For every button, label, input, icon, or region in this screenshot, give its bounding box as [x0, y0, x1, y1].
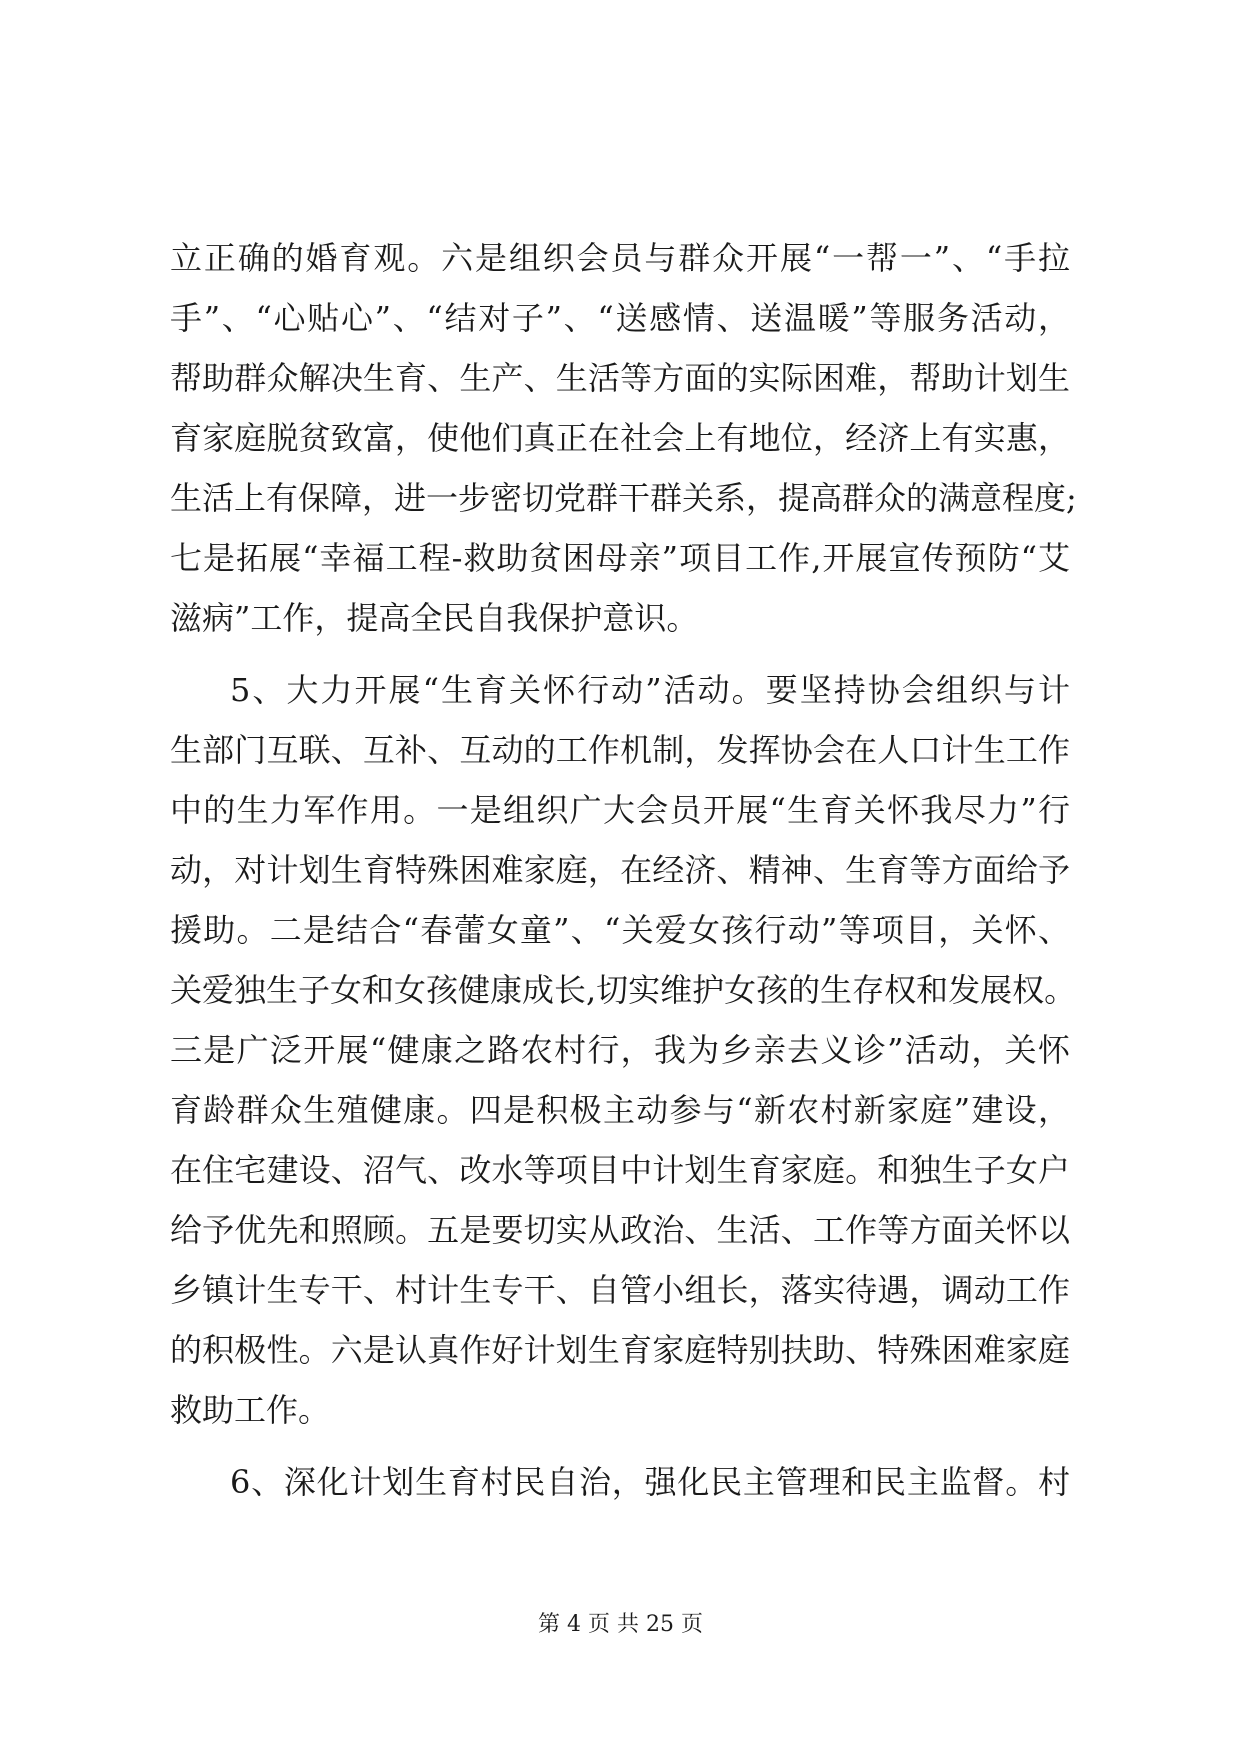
text-line: 帮助群众解决生育、生产、生活等方面的实际困难，帮助计划生 — [170, 359, 1070, 397]
text-line: 立正确的婚育观。六是组织会员与群众开展“一帮一”、“手拉 — [170, 239, 1070, 277]
text-line: 关爱独生子女和女孩健康成长,切实维护女孩的生存权和发展权。 — [170, 971, 1077, 1009]
text-line: 中的生力军作用。一是组织广大会员开展“生育关怀我尽力”行 — [170, 791, 1070, 829]
page-number: 第 4 页 共 25 页 — [538, 1612, 703, 1637]
text-line: 6、深化计划生育村民自治，强化民主管理和民主监督。村 — [230, 1463, 1070, 1501]
text-line: 育龄群众生殖健康。四是积极主动参与“新农村新家庭”建设， — [170, 1091, 1070, 1129]
text-line: 给予优先和照顾。五是要切实从政治、生活、工作等方面关怀以 — [170, 1211, 1070, 1249]
text-line: 育家庭脱贫致富，使他们真正在社会上有地位，经济上有实惠， — [170, 419, 1070, 457]
text-line: 生活上有保障，进一步密切党群干群关系，提高群众的满意程度; — [170, 479, 1077, 517]
text-line: 的积极性。六是认真作好计划生育家庭特别扶助、特殊困难家庭 — [170, 1331, 1070, 1369]
document-body — [170, 228, 1077, 1512]
paragraph — [170, 1452, 1070, 1512]
text-line: 在住宅建设、沼气、改水等项目中计划生育家庭。和独生子女户 — [170, 1151, 1070, 1189]
text-line: 援助。二是结合“春蕾女童”、“关爱女孩行动”等项目，关怀、 — [170, 911, 1070, 949]
paragraph — [170, 228, 1077, 648]
text-line: 5、大力开展“生育关怀行动”活动。要坚持协会组织与计 — [230, 671, 1070, 709]
paragraph — [170, 660, 1077, 1440]
text-line: 滋病”工作，提高全民自我保护意识。 — [170, 599, 699, 637]
text-line: 三是广泛开展“健康之路农村行，我为乡亲去义诊”活动，关怀 — [170, 1031, 1070, 1069]
text-line: 乡镇计生专干、村计生专干、自管小组长，落实待遇，调动工作 — [170, 1271, 1070, 1309]
text-line: 七是拓展“幸福工程-救助贫困母亲”项目工作,开展宣传预防“艾 — [170, 539, 1070, 577]
text-line: 救助工作。 — [170, 1391, 331, 1429]
text-line: 生部门互联、互补、互动的工作机制，发挥协会在人口计生工作 — [170, 731, 1070, 769]
text-line: 动，对计划生育特殊困难家庭，在经济、精神、生育等方面给予 — [170, 851, 1070, 889]
text-line: 手”、“心贴心”、“结对子”、“送感情、送温暖”等服务活动， — [170, 299, 1070, 337]
